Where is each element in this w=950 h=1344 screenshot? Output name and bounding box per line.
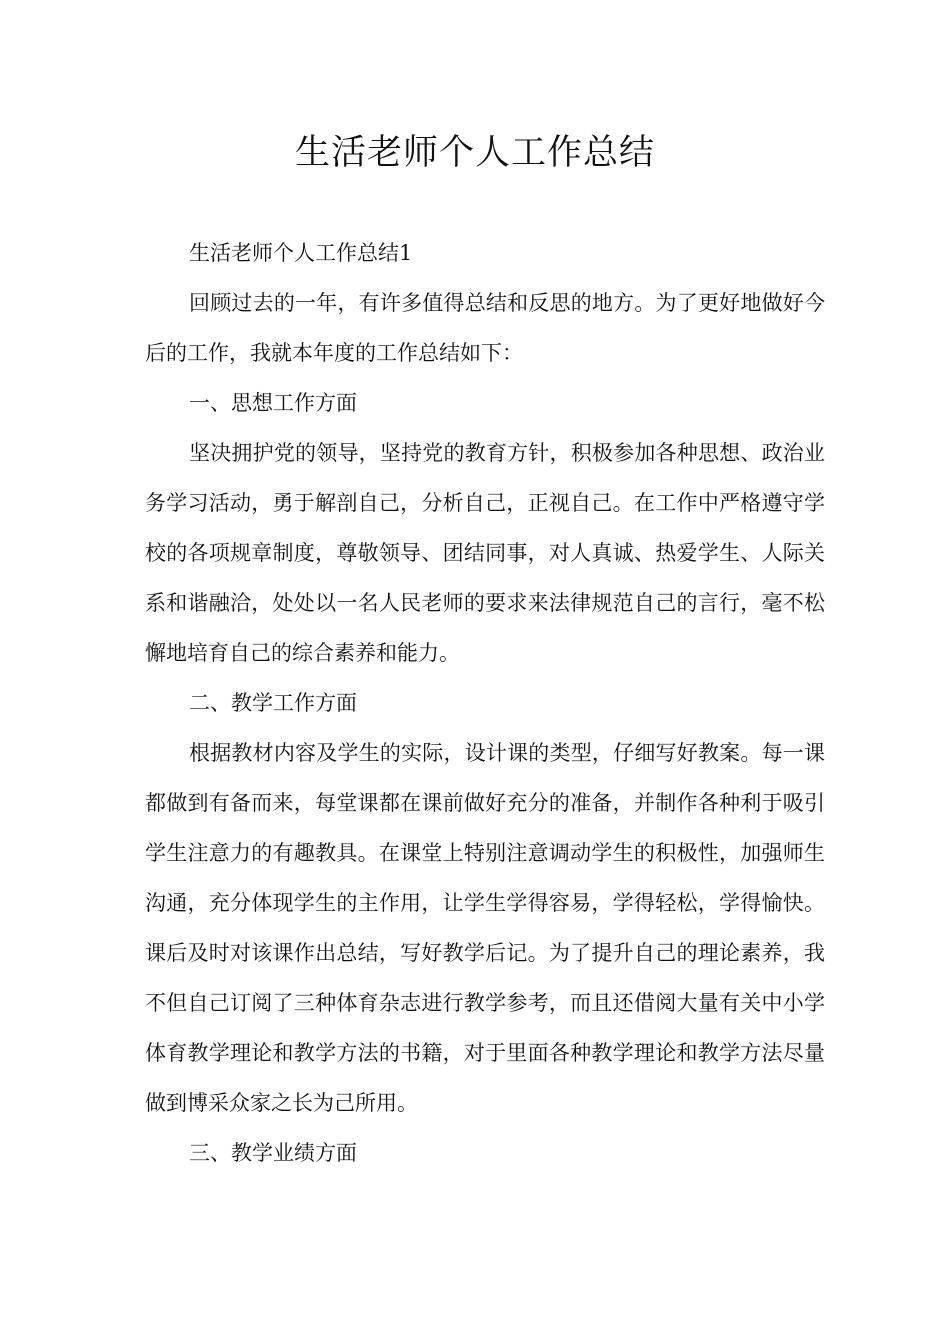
page-title: 生活老师个人工作总结: [294, 133, 655, 173]
document-body: [145, 228, 825, 1178]
section-heading-performance: 三、教学业绩方面: [189, 1141, 357, 1165]
section-paragraph-teaching: 根据教材内容及学生的实际，设计课的类型，仔细写好教案。每一课都做到有备而来，每堂课都在课前做好充分的准备，并制作各种利于吸引学生注意力的有趣教具。在课堂上特别注意调动学生的积极性，加强师生沟通，充分体现学生的主作用，让学生学得容易，学得轻松，学得愉快。课后及时对该课作出总结，写好教学后记。为了提升自己的理论素养，我不但自己订阅了三种体育杂志进行教学参考，而且还借阅大量有关中小学体育教学理论和教学方法的书籍，对于里面各种教学理论和教学方法尽量做到博采众家之长为己所用。: [145, 741, 825, 1115]
document-subtitle: 生活老师个人工作总结1: [189, 241, 413, 265]
section-heading-teaching: 二、教学工作方面: [189, 691, 357, 715]
section-heading-thought: 一、思想工作方面: [189, 391, 357, 415]
section-paragraph-thought: 坚决拥护党的领导，坚持党的教育方针，积极参加各种思想、政治业务学习活动，勇于解剖自己，分析自己，正视自己。在工作中严格遵守学校的各项规章制度，尊敬领导、团结同事，对人真诚、热爱学生、人际关系和谐融洽，处处以一名人民老师的要求来法律规范自己的言行，毫不松懈地培育自己的综合素养和能力。: [145, 441, 825, 665]
intro-paragraph: 回顾过去的一年，有许多值得总结和反思的地方。为了更好地做好今后的工作，我就本年度的工作总结如下：: [145, 291, 825, 365]
